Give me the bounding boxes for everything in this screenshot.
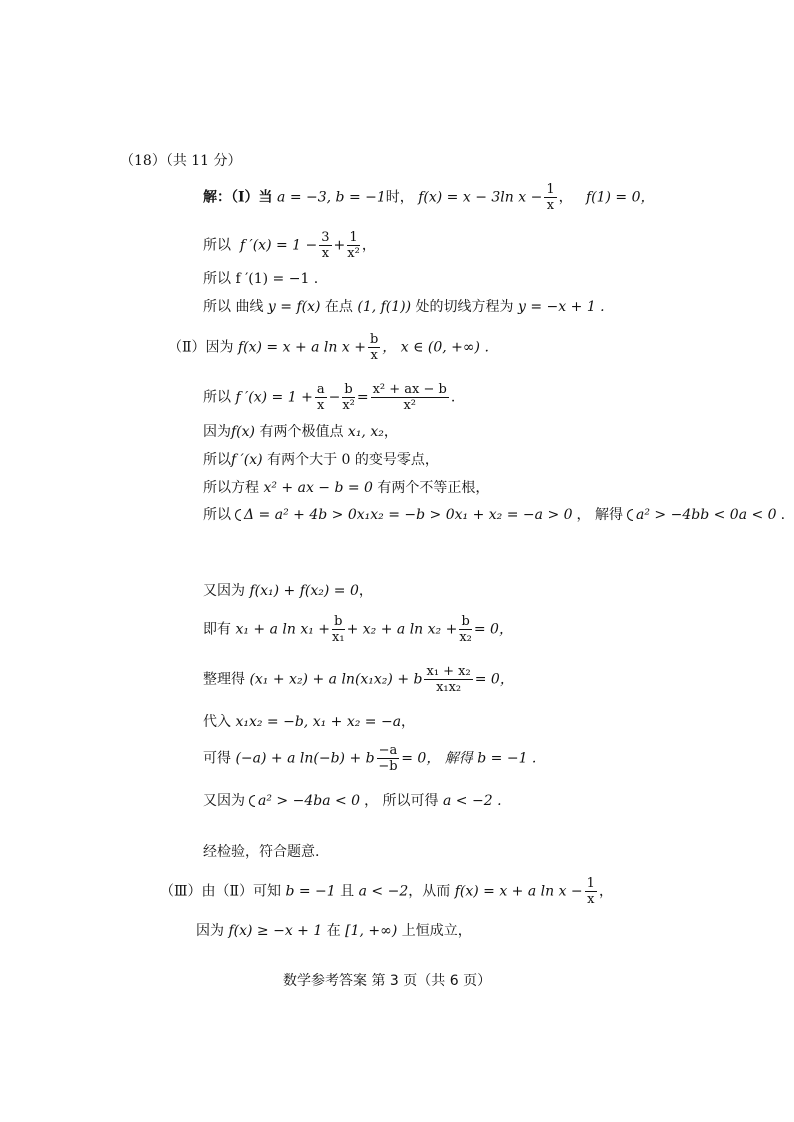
part2-sum: 又因为 f(x₁) + f(x₂) = 0，	[203, 583, 373, 599]
part2-systems: 所以 Δ = a² + 4b > 0x₁x₂ = −b > 0x₁ + x₂ = −a > 0 ， 解得 a² > −4bb < 0a < 0 .	[203, 507, 786, 523]
part1-slope: 所以 f ′(1) = −1 .	[203, 271, 319, 287]
part1-derivative: 所以 f ′(x) = 1 − $\frac{3}{x}$ + $\frac{1}{\text{x²}}$ ，	[203, 230, 376, 261]
part2-again: 又因为 a² > −4ba < 0 ， 所以可得 a < −2 .	[203, 793, 502, 809]
page-footer: 数学参考答案 第 3 页（共 6 页）	[283, 973, 492, 989]
part2-zeros: 所以f ′(x) 有两个大于 0 的变号零点，	[203, 452, 439, 468]
part3-given: （Ⅲ）由（Ⅱ）可知 b = −1 且 a < −2，从而 f(x) = x + a ln x − $\frac{1}{x}$ ，	[160, 876, 613, 907]
part2-roots: 所以方程 x² + ax − b = 0 有两个不等正根，	[203, 480, 490, 496]
fraction: $\frac{1}{x}$	[546, 182, 555, 213]
part2-result: 可得 (−a) + a ln(−b) + b $\frac{-a}{-b}$ = 0， 解得 b = −1 .	[203, 743, 537, 774]
system-brace-3: a² > −4ba < 0	[249, 792, 360, 810]
part1-line1: 解：（Ⅰ）当 a = −3, b = −1时， f(x) = x − 3ln x − $\frac{1}{x}$ ， f(1) = 0，	[203, 182, 655, 213]
part2-extreme: 因为f(x) 有两个极值点 x₁, x₂，	[203, 424, 398, 440]
system-brace-1: Δ = a² + 4b > 0x₁x₂ = −b > 0x₁ + x₂ = −a > 0	[235, 506, 573, 524]
part1-tangent: 所以 曲线 y = f(x) 在点 (1, f(1)) 处的切线方程为 y = −x + 1 .	[203, 299, 605, 315]
part2-derivative: 所以 f ′(x) = 1 + $\frac{a}{x}$ − $\frac{b}{\text{x²}}$ = $\frac{\text{x² + ax − b}}{\text{x²}}$ .	[203, 382, 456, 413]
part3-inequality: 因为 f(x) ≥ −x + 1 在 [1, +∞) 上恒成立，	[196, 923, 472, 939]
question-header: （18）（共 11 分）	[120, 153, 242, 169]
part2-subst: 代入 x₁x₂ = −b, x₁ + x₂ = −a，	[203, 714, 416, 730]
part2-check: 经检验，符合题意.	[203, 844, 320, 860]
part2-given: （Ⅱ）因为 f(x) = x + a ln x + $\frac{b}{x}$ ， x ∈ (0, +∞) .	[168, 332, 489, 363]
part2-arrange: 整理得 (x₁ + x₂) + a ln(x₁x₂) + b $\frac{\text{x₁ + x₂}}{\text{x₁x₂}}$ = 0，	[203, 664, 514, 695]
part2-expand: 即有 x₁ + a ln x₁ + $\frac{b}{\text{x₁}}$ + x₂ + a ln x₂ + $\frac{b}{\text{x₂}}$ = 0，	[203, 614, 513, 645]
system-brace-2: a² > −4bb < 0a < 0	[627, 506, 777, 524]
